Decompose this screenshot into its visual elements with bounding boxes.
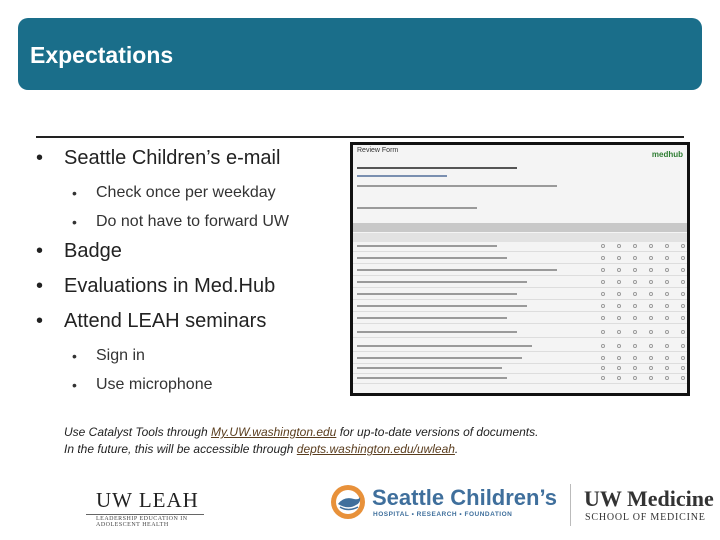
rating-radio: [681, 316, 685, 320]
note-line2-prefix: In the future, this will be accessible through: [64, 442, 297, 456]
form-header-line: [357, 185, 557, 187]
form-section-bar: [353, 233, 687, 242]
form-row-separator: [353, 351, 687, 352]
form-item-line: [357, 293, 517, 295]
uw-medicine-logo: [584, 486, 714, 526]
seattle-childrens-name: Seattle Children’s: [372, 485, 558, 510]
form-row-separator: [353, 299, 687, 300]
rating-radio: [649, 244, 653, 248]
rating-radio: [633, 330, 637, 334]
rating-radio: [617, 376, 621, 380]
rating-radio: [681, 280, 685, 284]
rating-radio: [649, 356, 653, 360]
rating-radio: [617, 330, 621, 334]
seattle-childrens-logo: [330, 484, 560, 526]
rating-radio: [601, 366, 605, 370]
form-rating-dots: [601, 366, 685, 370]
rating-radio: [681, 244, 685, 248]
rating-radio: [601, 244, 605, 248]
form-item-line: [357, 305, 527, 307]
rating-radio: [649, 304, 653, 308]
form-rating-dots: [601, 268, 685, 272]
bullet-badge: • Badge: [36, 237, 356, 272]
rating-radio: [681, 330, 685, 334]
form-item-line: [357, 357, 522, 359]
form-header-line: [357, 167, 517, 169]
title-bar: [18, 18, 702, 90]
form-section-bar: [353, 223, 687, 232]
evaluation-form-screenshot: [350, 142, 690, 396]
page-title: Expectations: [30, 42, 174, 68]
rating-radio: [617, 244, 621, 248]
rating-radio: [681, 256, 685, 260]
rating-radio: [601, 292, 605, 296]
rating-radio: [633, 344, 637, 348]
rating-radio: [601, 344, 605, 348]
rating-radio: [617, 304, 621, 308]
form-row-separator: [353, 311, 687, 312]
rating-radio: [649, 292, 653, 296]
sub-bullet-check: • Check once per weekday: [36, 179, 356, 208]
form-rating-dots: [601, 256, 685, 260]
uw-leah-logo: [86, 488, 204, 526]
rating-radio: [601, 304, 605, 308]
rating-radio: [649, 344, 653, 348]
form-item-line: [357, 269, 557, 271]
rating-radio: [601, 316, 605, 320]
form-row-separator: [353, 337, 687, 338]
rating-radio: [665, 244, 669, 248]
rating-radio: [665, 344, 669, 348]
rating-radio: [665, 268, 669, 272]
rating-radio: [649, 280, 653, 284]
rating-radio: [633, 256, 637, 260]
rating-radio: [633, 356, 637, 360]
rating-radio: [601, 280, 605, 284]
form-header-line: [357, 175, 447, 177]
sub-bullet-microphone: • Use microphone: [36, 371, 356, 400]
form-title: Review Form: [357, 147, 399, 154]
rating-radio: [665, 356, 669, 360]
form-item-line: [357, 331, 517, 333]
rating-radio: [601, 268, 605, 272]
form-row-separator: [353, 287, 687, 288]
rating-radio: [617, 356, 621, 360]
form-item-line: [357, 281, 527, 283]
form-rating-dots: [601, 316, 685, 320]
form-item-line: [357, 367, 502, 369]
uw-medicine-name: UW Medicine: [584, 486, 714, 511]
form-rating-dots: [601, 244, 685, 248]
rating-radio: [665, 376, 669, 380]
form-rating-dots: [601, 356, 685, 360]
form-rating-dots: [601, 330, 685, 334]
note-line1-suffix: for up-to-date versions of documents.: [336, 425, 539, 439]
rating-radio: [601, 256, 605, 260]
rating-radio: [681, 304, 685, 308]
form-question-line: [357, 207, 477, 209]
uw-leah-name: UW LEAH: [96, 488, 199, 512]
form-rating-dots: [601, 280, 685, 284]
form-row-separator: [353, 251, 687, 252]
form-row-separator: [353, 275, 687, 276]
rating-radio: [633, 280, 637, 284]
form-row-separator: [353, 373, 687, 374]
form-item-line: [357, 257, 507, 259]
rating-radio: [665, 316, 669, 320]
medhub-logo: medhub: [651, 150, 683, 159]
rating-radio: [617, 268, 621, 272]
rating-radio: [649, 376, 653, 380]
sub-bullet-forward: • Do not have to forward UW: [36, 208, 356, 237]
rating-radio: [665, 292, 669, 296]
rating-radio: [633, 366, 637, 370]
rating-radio: [617, 316, 621, 320]
sub-bullet-sign-in: • Sign in: [36, 342, 356, 371]
note-line1-prefix: Use Catalyst Tools through: [64, 425, 211, 439]
form-item-line: [357, 317, 507, 319]
rating-radio: [617, 292, 621, 296]
bullet-email: • Seattle Children’s e-mail: [36, 144, 356, 179]
form-rating-dots: [601, 344, 685, 348]
seattle-childrens-sub: HOSPITAL • RESEARCH • FOUNDATION: [373, 511, 513, 518]
rating-radio: [649, 268, 653, 272]
rating-radio: [649, 330, 653, 334]
myuw-link[interactable]: My.UW.washington.edu: [210, 425, 337, 439]
rating-radio: [633, 244, 637, 248]
rating-radio: [617, 256, 621, 260]
rating-radio: [617, 280, 621, 284]
form-item-line: [357, 245, 497, 247]
rating-radio: [665, 256, 669, 260]
rating-radio: [665, 330, 669, 334]
rating-radio: [681, 268, 685, 272]
rating-radio: [665, 304, 669, 308]
rating-radio: [617, 344, 621, 348]
logo-divider: [86, 514, 204, 515]
rating-radio: [633, 316, 637, 320]
form-row-separator: [353, 383, 687, 384]
form-item-line: [357, 345, 532, 347]
form-item-line: [357, 377, 507, 379]
rating-radio: [633, 376, 637, 380]
form-content: [353, 145, 687, 393]
bullet-evaluations: • Evaluations in Med.Hub: [36, 272, 356, 307]
uw-leah-sub2: ADOLESCENT HEALTH: [96, 522, 169, 528]
form-row-separator: [353, 323, 687, 324]
rating-radio: [665, 280, 669, 284]
note-line2-suffix: .: [454, 442, 459, 456]
logo-separator: [570, 484, 571, 526]
rating-radio: [649, 256, 653, 260]
divider: [36, 136, 684, 138]
rating-radio: [601, 356, 605, 360]
bullet-seminars: • Attend LEAH seminars: [36, 307, 356, 342]
rating-radio: [681, 366, 685, 370]
uw-medicine-sub: SCHOOL OF MEDICINE: [585, 512, 706, 523]
rating-radio: [665, 366, 669, 370]
form-row-separator: [353, 263, 687, 264]
rating-radio: [649, 366, 653, 370]
catalyst-note: [64, 424, 664, 458]
rating-radio: [649, 316, 653, 320]
form-row-separator: [353, 363, 687, 364]
rating-radio: [617, 366, 621, 370]
rating-radio: [601, 330, 605, 334]
rating-radio: [633, 292, 637, 296]
uwleah-link[interactable]: depts.washington.edu/uwleah: [296, 442, 455, 456]
form-rating-dots: [601, 304, 685, 308]
rating-radio: [633, 304, 637, 308]
rating-radio: [681, 344, 685, 348]
rating-radio: [601, 376, 605, 380]
rating-radio: [681, 292, 685, 296]
rating-radio: [633, 268, 637, 272]
form-rating-dots: [601, 292, 685, 296]
bullet-list: [36, 144, 356, 400]
form-rating-dots: [601, 376, 685, 380]
whale-icon: [330, 484, 366, 520]
rating-radio: [681, 376, 685, 380]
rating-radio: [681, 356, 685, 360]
uw-leah-sub1: LEADERSHIP EDUCATION IN: [96, 516, 188, 522]
